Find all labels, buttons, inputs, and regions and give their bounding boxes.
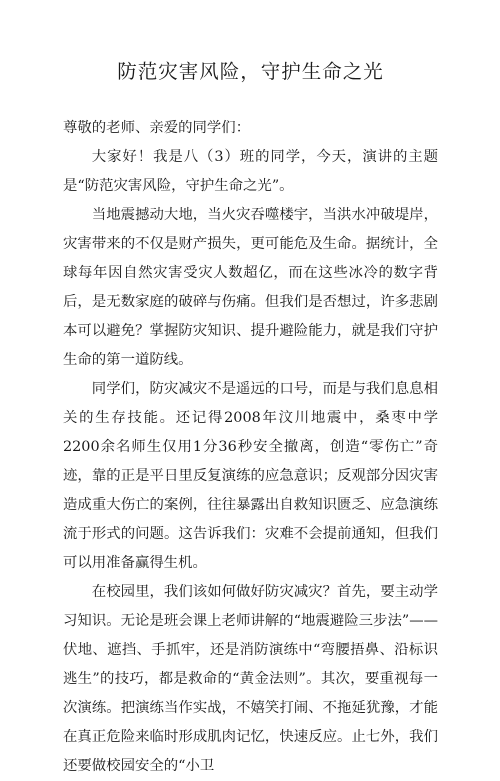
document-title: 防范灾害风险，守护生命之光 xyxy=(117,60,384,83)
paragraph-campus-safety: 在校园里，我们该如何做好防灾减灾？首先，要主动学习知识。无论是班会课上老师讲解的“地震避险三步法”——伏地、遮挡、手抓牢，还是消防演练中“弯腰捂鼻、沿标识逃生”的技巧，都是救命的“黄金法则”。其次，要重视每一次演练。把演练当作实战，不嬉笑打闹、不拖延犹豫，才能在真正危险来临时形成肌肉记忆，快速反应。止七外，我们还要做校园安全的“小卫 xyxy=(63,584,438,774)
paragraph-disaster-impact: 当地震撼动大地，当火灾吞噬楼宇，当洪水冲破堤岸，灾害带来的不仅是财产损失，更可能危及生命。据统计，全球每年因自然灾害受灾人数超亿，而在这些冰冷的数字背后，是无数家庭的破碎与伤痛。但我们是否想过，许多悲剧本可以避免？掌握防灾知识、提升避险能力，就是我们守护生命的第一道防线。 xyxy=(63,207,438,368)
paragraph-intro: 大家好！我是八（3）班的同学，今天，演讲的主题是“防范灾害风险，守护生命之光”。 xyxy=(63,149,438,194)
greeting: 尊敬的老师、亲爱的同学们： xyxy=(63,120,251,136)
paragraph-survival-skills: 同学们，防灾减灾不是遥远的口号，而是与我们息息相关的生存技能。还记得2008年汶川地震中，桑枣中学2200余名师生仅用1分36秒安全撤离，创造“零伤亡”奇迹，靠的正是平日里反复演练的应急意识；反观部分因灾害造成重大伤亡的案例，往往暴露出自救知识匮乏、应急演练流于形式的问题。这告诉我们：灾难不会提前通知，但我们可以用准备赢得生机。 xyxy=(63,381,438,571)
